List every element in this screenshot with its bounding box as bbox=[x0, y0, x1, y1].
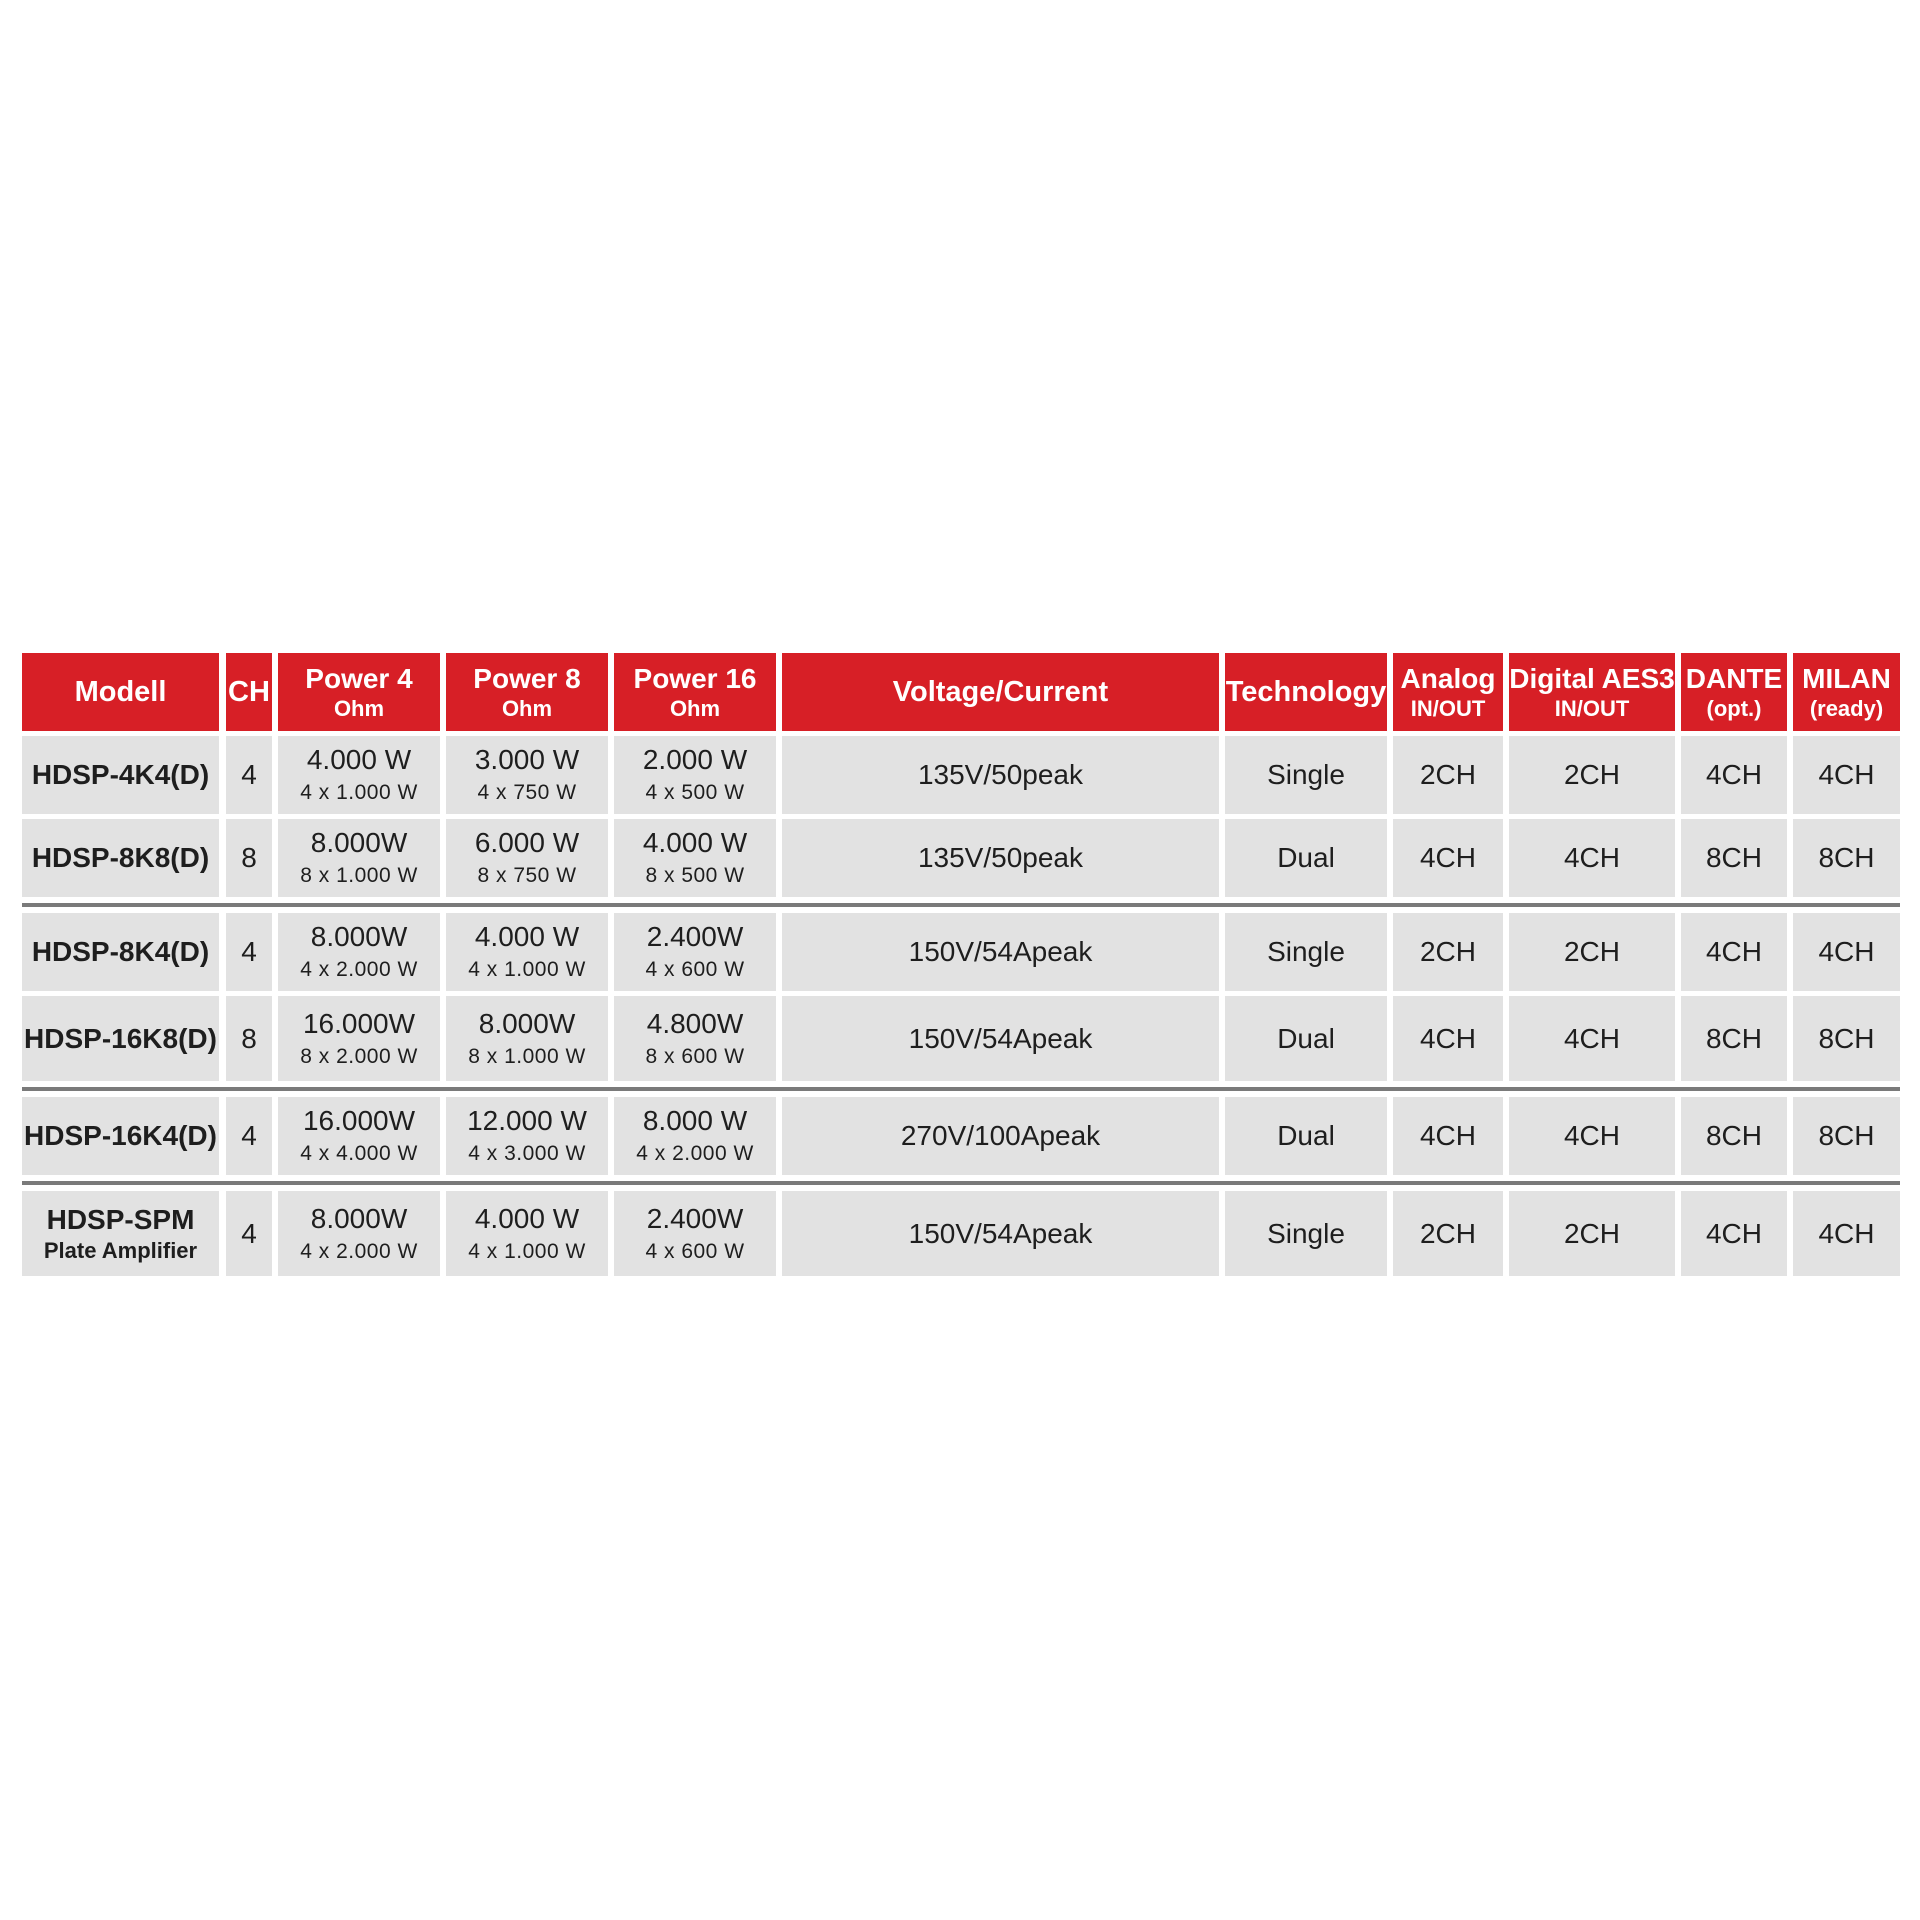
header-modell bbox=[22, 653, 219, 731]
power-4-detail: 8 x 2.000 W bbox=[300, 1044, 418, 1068]
header-power-8-sub: Ohm bbox=[501, 696, 553, 721]
analog-value: 4CH bbox=[1419, 842, 1476, 873]
power-8-detail: 4 x 1.000 W bbox=[468, 1239, 586, 1263]
header-milan bbox=[1793, 653, 1900, 731]
power-16-detail: 4 x 600 W bbox=[645, 958, 745, 981]
cell-voltage-current bbox=[782, 913, 1219, 991]
technology-value: Single bbox=[1267, 759, 1345, 790]
cell-voltage-current bbox=[782, 736, 1219, 814]
analog-value: 4CH bbox=[1419, 1120, 1476, 1151]
header-analog-sub: IN/OUT bbox=[1410, 696, 1486, 721]
cell-digital-aes3 bbox=[1509, 819, 1675, 897]
header-power-4-sub: Ohm bbox=[333, 696, 385, 721]
table-row bbox=[22, 1191, 1900, 1276]
cell-power-16 bbox=[614, 819, 776, 897]
milan-value: 4CH bbox=[1818, 1217, 1875, 1249]
header-row bbox=[22, 653, 1900, 731]
cell-technology bbox=[1225, 913, 1387, 991]
ch-value: 4 bbox=[241, 759, 257, 790]
cell-power-8 bbox=[446, 819, 608, 897]
cell-dante bbox=[1681, 1191, 1787, 1276]
cell-technology bbox=[1225, 1191, 1387, 1276]
power-8-detail: 4 x 3.000 W bbox=[468, 1142, 586, 1165]
header-digital-aes3-sub: IN/OUT bbox=[1554, 696, 1630, 721]
table-row bbox=[22, 736, 1900, 814]
cell-power-4 bbox=[278, 913, 440, 991]
voltage-value: 135V/50peak bbox=[917, 759, 1084, 790]
header-voltage-current bbox=[782, 653, 1219, 731]
cell-digital-aes3 bbox=[1509, 913, 1675, 991]
cell-power-4 bbox=[278, 1191, 440, 1276]
header-modell-label: Modell bbox=[74, 676, 167, 708]
cell-dante bbox=[1681, 913, 1787, 991]
power-16-value: 2.400W bbox=[646, 921, 744, 952]
voltage-value: 150V/54Apeak bbox=[908, 1022, 1093, 1054]
cell-milan bbox=[1793, 736, 1900, 814]
cell-analog bbox=[1393, 996, 1503, 1081]
power-16-detail: 8 x 500 W bbox=[645, 864, 745, 887]
table-row bbox=[22, 996, 1900, 1081]
analog-value: 2CH bbox=[1419, 936, 1476, 967]
power-4-detail: 4 x 2.000 W bbox=[300, 1239, 418, 1263]
power-4-value: 8.000W bbox=[310, 1202, 408, 1234]
cell-digital-aes3 bbox=[1509, 1191, 1675, 1276]
digital-value: 4CH bbox=[1563, 1022, 1620, 1054]
cell-power-4 bbox=[278, 819, 440, 897]
technology-value: Dual bbox=[1277, 842, 1335, 873]
power-8-detail: 4 x 750 W bbox=[477, 781, 577, 804]
power-16-detail: 4 x 2.000 W bbox=[636, 1142, 754, 1165]
cell-dante bbox=[1681, 736, 1787, 814]
cell-ch bbox=[226, 819, 272, 897]
header-ch bbox=[226, 653, 272, 731]
power-8-value: 6.000 W bbox=[474, 827, 580, 858]
cell-model bbox=[22, 1191, 219, 1276]
cell-power-16 bbox=[614, 996, 776, 1081]
header-voltage-current-label: Voltage/Current bbox=[892, 676, 1109, 708]
power-4-value: 8.000W bbox=[310, 921, 408, 952]
cell-power-16 bbox=[614, 913, 776, 991]
header-dante-label: DANTE bbox=[1685, 663, 1783, 694]
cell-milan bbox=[1793, 996, 1900, 1081]
model-name: HDSP-SPM bbox=[46, 1203, 195, 1235]
cell-power-8 bbox=[446, 1191, 608, 1276]
digital-value: 4CH bbox=[1563, 1120, 1620, 1151]
header-power-16 bbox=[614, 653, 776, 731]
power-8-detail: 8 x 750 W bbox=[477, 864, 577, 887]
cell-power-8 bbox=[446, 996, 608, 1081]
header-ch-label: CH bbox=[228, 676, 270, 708]
voltage-value: 135V/50peak bbox=[917, 842, 1084, 873]
voltage-value: 150V/54Apeak bbox=[908, 936, 1093, 967]
cell-digital-aes3 bbox=[1509, 736, 1675, 814]
cell-model bbox=[22, 913, 219, 991]
power-8-detail: 8 x 1.000 W bbox=[468, 1044, 586, 1068]
cell-power-16 bbox=[614, 1097, 776, 1175]
cell-analog bbox=[1393, 819, 1503, 897]
header-power-16-label: Power 16 bbox=[633, 663, 757, 694]
power-4-value: 4.000 W bbox=[306, 744, 412, 775]
cell-milan bbox=[1793, 819, 1900, 897]
cell-analog bbox=[1393, 1097, 1503, 1175]
header-digital-aes3 bbox=[1509, 653, 1675, 731]
cell-power-8 bbox=[446, 1097, 608, 1175]
power-8-value: 4.000 W bbox=[474, 1202, 580, 1234]
cell-power-8 bbox=[446, 913, 608, 991]
digital-value: 2CH bbox=[1563, 1217, 1620, 1249]
analog-value: 2CH bbox=[1419, 759, 1476, 790]
cell-analog bbox=[1393, 1191, 1503, 1276]
cell-digital-aes3 bbox=[1509, 1097, 1675, 1175]
dante-value: 8CH bbox=[1705, 1120, 1762, 1151]
cell-power-8 bbox=[446, 736, 608, 814]
cell-ch bbox=[226, 1097, 272, 1175]
milan-value: 8CH bbox=[1818, 842, 1875, 873]
header-power-16-sub: Ohm bbox=[669, 696, 721, 721]
power-16-value: 8.000 W bbox=[642, 1105, 748, 1136]
power-4-detail: 4 x 4.000 W bbox=[300, 1142, 418, 1165]
header-power-4-label: Power 4 bbox=[305, 663, 413, 694]
power-16-value: 4.800W bbox=[646, 1007, 744, 1039]
milan-value: 4CH bbox=[1818, 759, 1875, 790]
power-8-detail: 4 x 1.000 W bbox=[468, 958, 586, 981]
cell-analog bbox=[1393, 736, 1503, 814]
cell-ch bbox=[226, 996, 272, 1081]
power-16-detail: 4 x 600 W bbox=[645, 1239, 745, 1263]
power-8-value: 12.000 W bbox=[467, 1105, 587, 1136]
model-name: HDSP-4K4(D) bbox=[31, 759, 210, 790]
header-milan-label: MILAN bbox=[1802, 663, 1891, 694]
cell-voltage-current bbox=[782, 996, 1219, 1081]
cell-ch bbox=[226, 913, 272, 991]
power-4-detail: 8 x 1.000 W bbox=[300, 864, 418, 887]
cell-voltage-current bbox=[782, 1097, 1219, 1175]
header-digital-aes3-label: Digital AES3 bbox=[1509, 663, 1675, 694]
cell-power-4 bbox=[278, 736, 440, 814]
cell-technology bbox=[1225, 996, 1387, 1081]
model-name: HDSP-16K4(D) bbox=[24, 1120, 217, 1151]
cell-ch bbox=[226, 1191, 272, 1276]
cell-model bbox=[22, 996, 219, 1081]
dante-value: 4CH bbox=[1705, 759, 1762, 790]
cell-model bbox=[22, 819, 219, 897]
group-separator bbox=[22, 903, 1900, 907]
model-subtitle: Plate Amplifier bbox=[43, 1237, 198, 1263]
model-name: HDSP-8K8(D) bbox=[31, 842, 210, 873]
cell-milan bbox=[1793, 1191, 1900, 1276]
cell-power-4 bbox=[278, 996, 440, 1081]
power-16-value: 4.000 W bbox=[642, 827, 748, 858]
dante-value: 8CH bbox=[1705, 842, 1762, 873]
power-16-value: 2.400W bbox=[646, 1202, 744, 1234]
power-4-value: 16.000W bbox=[302, 1007, 416, 1039]
cell-power-4 bbox=[278, 1097, 440, 1175]
power-8-value: 8.000W bbox=[478, 1007, 576, 1039]
power-16-detail: 4 x 500 W bbox=[645, 781, 745, 804]
technology-value: Dual bbox=[1277, 1022, 1335, 1054]
cell-digital-aes3 bbox=[1509, 996, 1675, 1081]
header-analog-label: Analog bbox=[1400, 663, 1496, 694]
cell-model bbox=[22, 736, 219, 814]
cell-dante bbox=[1681, 1097, 1787, 1175]
group-separator bbox=[22, 1181, 1900, 1185]
cell-dante bbox=[1681, 996, 1787, 1081]
cell-technology bbox=[1225, 1097, 1387, 1175]
cell-technology bbox=[1225, 736, 1387, 814]
dante-value: 4CH bbox=[1705, 936, 1762, 967]
power-16-detail: 8 x 600 W bbox=[645, 1044, 745, 1068]
dante-value: 4CH bbox=[1705, 1217, 1762, 1249]
model-name: HDSP-16K8(D) bbox=[24, 1022, 217, 1054]
power-8-value: 4.000 W bbox=[474, 921, 580, 952]
voltage-value: 270V/100Apeak bbox=[900, 1120, 1101, 1151]
cell-milan bbox=[1793, 913, 1900, 991]
table-row bbox=[22, 819, 1900, 897]
header-power-8-label: Power 8 bbox=[473, 663, 581, 694]
ch-value: 4 bbox=[241, 936, 257, 967]
table-row bbox=[22, 913, 1900, 991]
milan-value: 8CH bbox=[1818, 1120, 1875, 1151]
cell-power-16 bbox=[614, 1191, 776, 1276]
table-row bbox=[22, 1097, 1900, 1175]
header-dante-sub: (opt.) bbox=[1706, 696, 1762, 721]
power-4-value: 8.000W bbox=[310, 827, 408, 858]
dante-value: 8CH bbox=[1705, 1022, 1762, 1054]
cell-model bbox=[22, 1097, 219, 1175]
group-separator bbox=[22, 1087, 1900, 1091]
technology-value: Single bbox=[1267, 1217, 1345, 1249]
ch-value: 8 bbox=[241, 842, 257, 873]
spec-table bbox=[22, 653, 1900, 1276]
digital-value: 2CH bbox=[1563, 759, 1620, 790]
power-8-value: 3.000 W bbox=[474, 744, 580, 775]
ch-value: 8 bbox=[241, 1022, 257, 1054]
analog-value: 2CH bbox=[1419, 1217, 1476, 1249]
voltage-value: 150V/54Apeak bbox=[908, 1217, 1093, 1249]
header-technology bbox=[1225, 653, 1387, 731]
cell-technology bbox=[1225, 819, 1387, 897]
header-power-8 bbox=[446, 653, 608, 731]
header-technology-label: Technology bbox=[1225, 676, 1387, 708]
header-dante bbox=[1681, 653, 1787, 731]
digital-value: 4CH bbox=[1563, 842, 1620, 873]
cell-analog bbox=[1393, 913, 1503, 991]
cell-ch bbox=[226, 736, 272, 814]
milan-value: 4CH bbox=[1818, 936, 1875, 967]
digital-value: 2CH bbox=[1563, 936, 1620, 967]
ch-value: 4 bbox=[241, 1120, 257, 1151]
model-name: HDSP-8K4(D) bbox=[31, 936, 210, 967]
header-milan-sub: (ready) bbox=[1809, 696, 1884, 721]
milan-value: 8CH bbox=[1818, 1022, 1875, 1054]
cell-power-16 bbox=[614, 736, 776, 814]
technology-value: Single bbox=[1267, 936, 1345, 967]
cell-milan bbox=[1793, 1097, 1900, 1175]
header-power-4 bbox=[278, 653, 440, 731]
power-4-detail: 4 x 2.000 W bbox=[300, 958, 418, 981]
power-4-value: 16.000W bbox=[302, 1105, 416, 1136]
cell-voltage-current bbox=[782, 1191, 1219, 1276]
power-16-value: 2.000 W bbox=[642, 744, 748, 775]
header-analog bbox=[1393, 653, 1503, 731]
technology-value: Dual bbox=[1277, 1120, 1335, 1151]
analog-value: 4CH bbox=[1419, 1022, 1476, 1054]
cell-voltage-current bbox=[782, 819, 1219, 897]
power-4-detail: 4 x 1.000 W bbox=[300, 781, 418, 804]
cell-dante bbox=[1681, 819, 1787, 897]
ch-value: 4 bbox=[241, 1217, 257, 1249]
